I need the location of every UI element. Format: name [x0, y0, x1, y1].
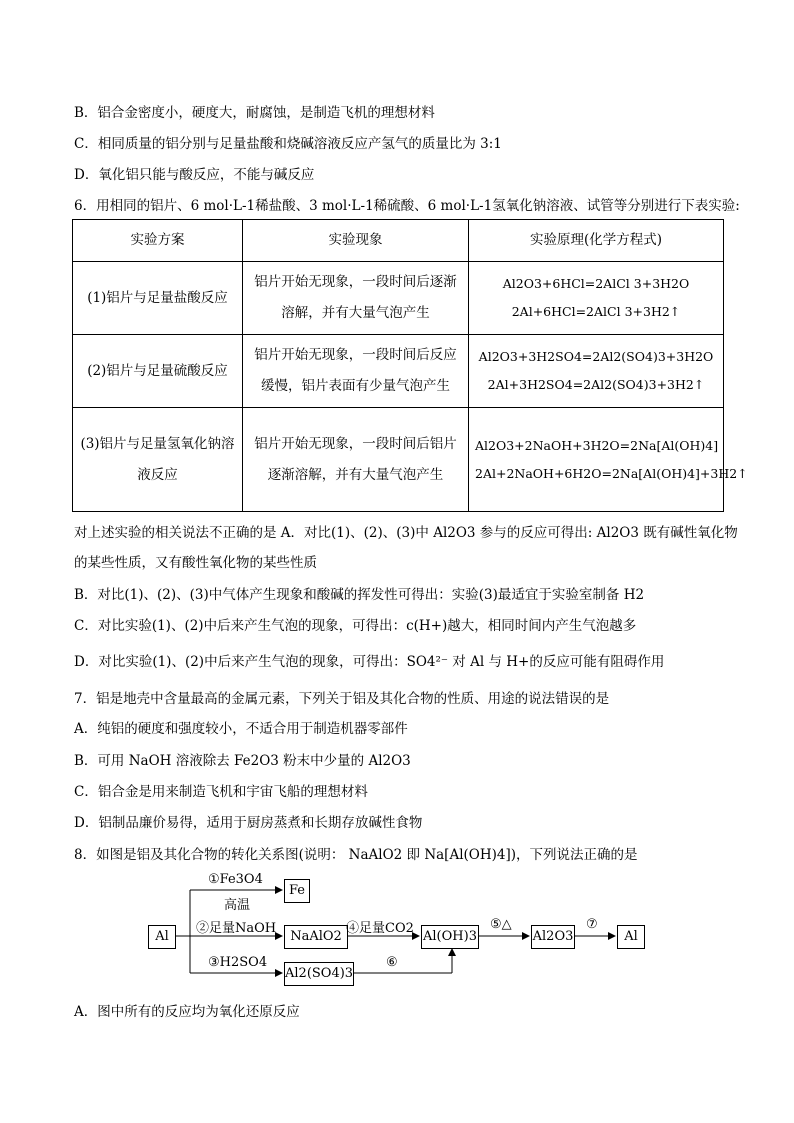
- row2-plan: (2)铝片与足量硫酸反应: [73, 335, 243, 408]
- step4-label: ④足量CO2: [346, 921, 414, 936]
- node-al2o3: Al2O3: [531, 925, 575, 949]
- table-row: [73, 335, 724, 408]
- aluminum-conversion-diagram: [140, 872, 660, 992]
- node-al2so43: Al2(SO4)3: [284, 962, 354, 986]
- row1-phenomenon: 铝片开始无现象，一段时间后逐渐溶解，并有大量气泡产生: [243, 262, 469, 335]
- node-al: Al: [148, 925, 176, 949]
- q6-after-line2: 的某些性质，又有酸性氧化物的某些性质: [74, 555, 317, 571]
- node-naalo2: NaAlO2: [284, 925, 348, 949]
- row1-plan: (1)铝片与足量盐酸反应: [73, 262, 243, 335]
- table-header-principle: 实验原理(化学方程式): [469, 220, 724, 262]
- q7-stem: 7．铝是地壳中含量最高的金属元素，下列关于铝及其化合物的性质、用途的说法错误的是: [74, 691, 610, 707]
- step1-label: ①Fe3O4: [208, 872, 263, 887]
- table-row: [73, 408, 724, 512]
- step6-label: ⑥: [386, 955, 398, 970]
- table-row: [73, 262, 724, 335]
- row3-plan: (3)铝片与足量氢氧化钠溶液反应: [73, 408, 243, 512]
- q6-stem: 6．用相同的铝片、6 mol·L-1稀盐酸、3 mol·L-1稀硫酸、6 mol·L-1氢氧化钠溶液、试管等分别进行下表实验:: [74, 198, 740, 214]
- q6-option-c: C．对比实验(1)、(2)中后来产生气泡的现象，可得出：c(H+)越大，相同时间内产生气泡越多: [74, 618, 637, 634]
- step1-condition: 高温: [224, 898, 251, 913]
- step3-label: ③H2SO4: [208, 955, 268, 970]
- node-al-product: Al: [617, 925, 645, 949]
- node-aloh3: Al(OH)3: [421, 925, 479, 949]
- q8-stem: 8．如图是铝及其化合物的转化关系图(说明： NaAlO2 即 Na[Al(OH)4])，下列说法正确的是: [74, 847, 638, 863]
- row1-equations: Al2O3+6HCl=2AlCl 3+3H2O 2Al+6HCl=2AlCl 3+3H2↑: [469, 262, 724, 335]
- option-c-top: C．相同质量的铝分别与足量盐酸和烧碱溶液反应产氢气的质量比为 3:1: [74, 136, 502, 152]
- q8-option-a: A．图中所有的反应均为氧化还原反应: [74, 1004, 300, 1020]
- q7-option-a: A．纯铝的硬度和强度较小，不适合用于制造机器零部件: [74, 721, 408, 737]
- table-header-plan: 实验方案: [73, 220, 243, 262]
- q7-option-d: D．铝制品廉价易得，适用于厨房蒸煮和长期存放碱性食物: [74, 815, 423, 831]
- row3-phenomenon: 铝片开始无现象，一段时间后铝片逐渐溶解，并有大量气泡产生: [243, 408, 469, 512]
- q7-option-c: C．铝合金是用来制造飞机和宇宙飞船的理想材料: [74, 784, 368, 800]
- q7-option-b: B．可用 NaOH 溶液除去 Fe2O3 粉末中少量的 Al2O3: [74, 753, 411, 769]
- q6-after-line1: 对上述实验的相关说法不正确的是 A．对比(1)、(2)、(3)中 Al2O3 参与的反应可得出: Al2O3 既有碱性氧化物: [74, 525, 738, 541]
- q6-option-b: B．对比(1)、(2)、(3)中气体产生现象和酸碱的挥发性可得出：实验(3)最适宜于实验室制备 H2: [74, 587, 645, 603]
- step5-label: ⑤△: [490, 917, 512, 932]
- step7-label: ⑦: [586, 917, 598, 932]
- step2-label: ②足量NaOH: [196, 921, 277, 936]
- option-b-top: B．铝合金密度小，硬度大，耐腐蚀，是制造飞机的理想材料: [74, 105, 435, 121]
- row3-equations: Al2O3+2NaOH+3H2O=2Na[Al(OH)4] 2Al+2NaOH+6H2O=2Na[Al(OH)4]+3H2↑: [469, 408, 724, 512]
- table-header-phenomenon: 实验现象: [243, 220, 469, 262]
- option-d-top: D．氧化铝只能与酸反应，不能与碱反应: [74, 167, 315, 183]
- node-fe: Fe: [284, 879, 310, 903]
- row2-equations: Al2O3+3H2SO4=2Al2(SO4)3+3H2O 2Al+3H2SO4=2Al2(SO4)3+3H2↑: [469, 335, 724, 408]
- q6-option-d: D．对比实验(1)、(2)中后来产生气泡的现象，可得出：SO4²⁻ 对 Al 与 H+的反应可能有阻碍作用: [74, 654, 665, 670]
- experiment-table: [72, 219, 748, 512]
- row2-phenomenon: 铝片开始无现象，一段时间后反应缓慢，铝片表面有少量气泡产生: [243, 335, 469, 408]
